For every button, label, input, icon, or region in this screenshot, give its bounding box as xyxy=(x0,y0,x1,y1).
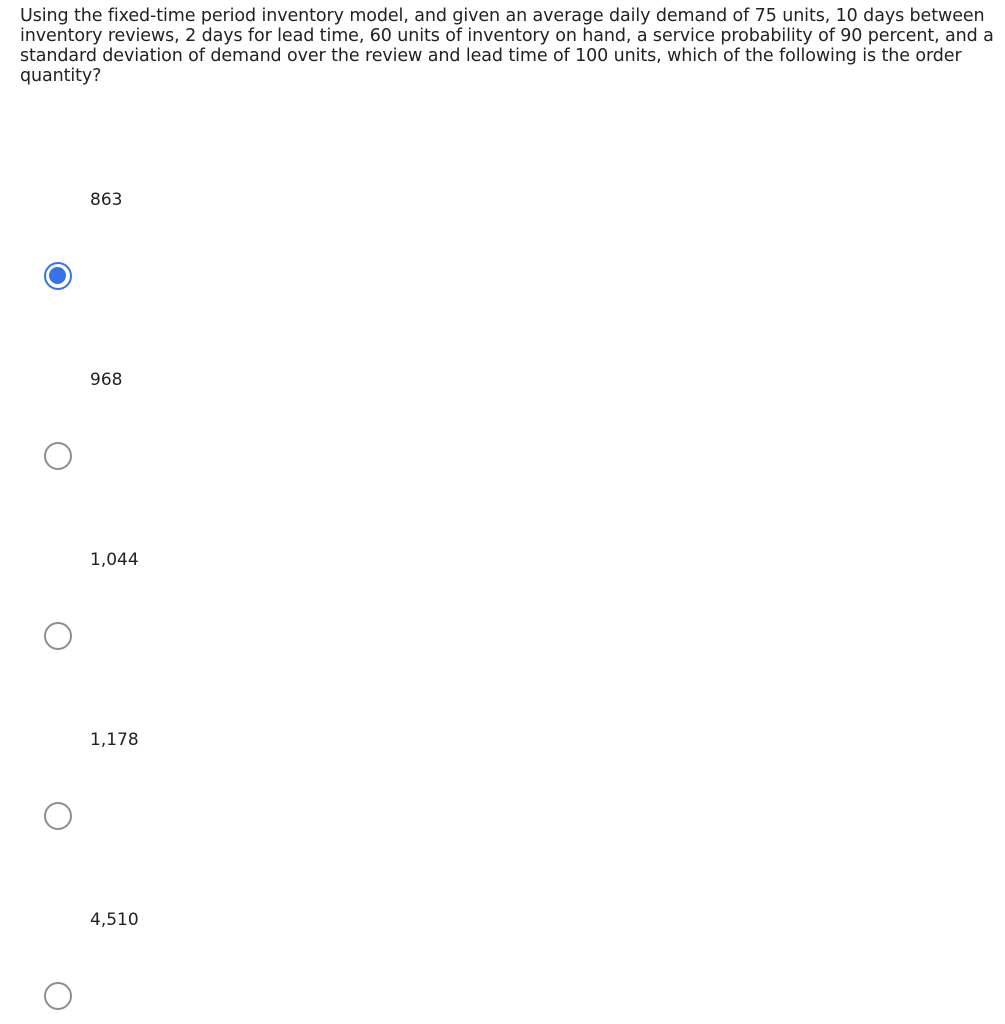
option-label: 968 xyxy=(90,370,123,390)
option-label: 1,178 xyxy=(90,730,139,750)
radio-button-selected[interactable] xyxy=(44,262,72,290)
radio-button[interactable] xyxy=(44,442,72,470)
question-text: Using the fixed-time period inventory model, and given an average daily demand of 75 units, 10 days between inventory reviews, 2 days for lead time, 60 units of inventory on hand, a service probability of 90 percent, and a standard deviation of demand over the review and lead time of 100 units, which of the following is the order quantity? xyxy=(20,6,994,86)
radio-button[interactable] xyxy=(44,622,72,650)
option-label: 4,510 xyxy=(90,910,139,930)
radio-button[interactable] xyxy=(44,982,72,1010)
option-label: 863 xyxy=(90,190,123,210)
option-label: 1,044 xyxy=(90,550,139,570)
radio-button[interactable] xyxy=(44,802,72,830)
